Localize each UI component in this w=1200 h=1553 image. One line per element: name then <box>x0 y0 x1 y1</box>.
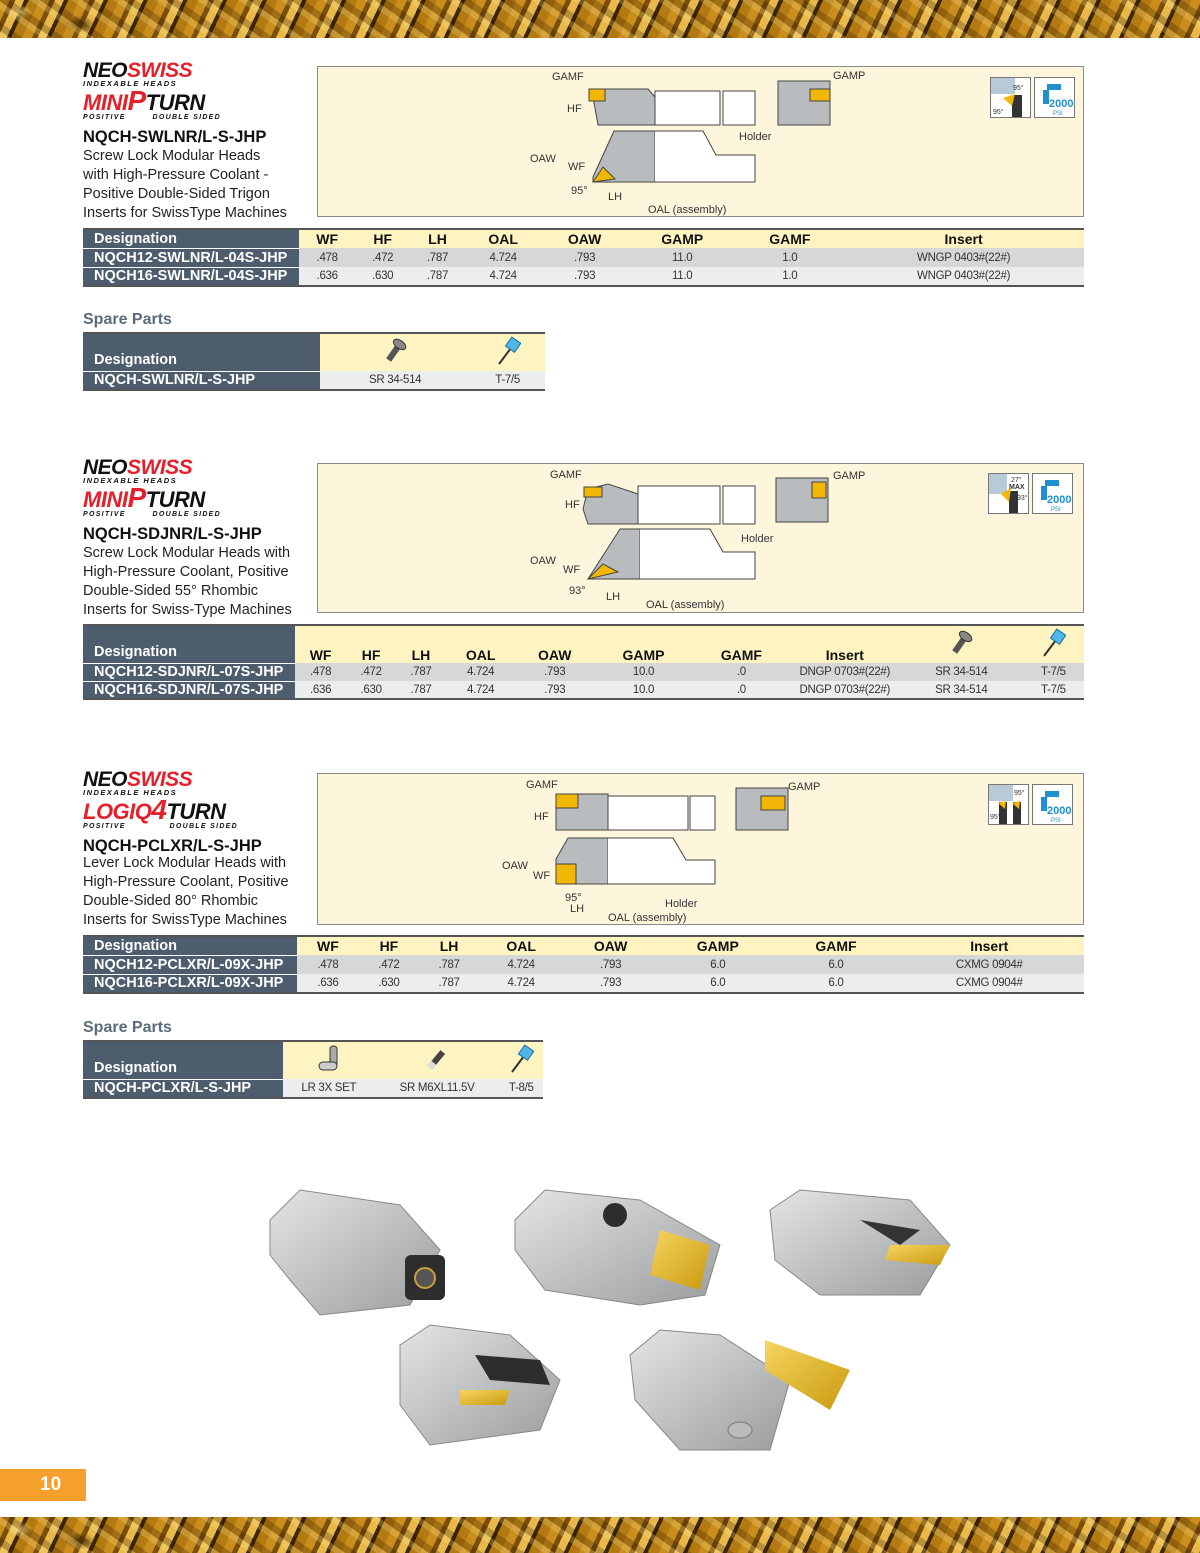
svg-text:OAL (assembly): OAL (assembly) <box>608 912 687 924</box>
svg-text:MAX: MAX <box>1009 484 1025 491</box>
svg-text:Holder: Holder <box>741 533 774 545</box>
svg-text:HF: HF <box>567 103 582 115</box>
svg-text:WF: WF <box>563 564 581 576</box>
svg-text:GAMF: GAMF <box>526 779 558 791</box>
coolant-pressure-icon <box>1034 77 1075 118</box>
coolant-pressure-icon <box>1032 473 1073 514</box>
spec-table: Designation WF HF LH OAL OAW GAMP GAMF Insert NQCH12-SDJNR/L-07S-JHP .478 .472 .787 4.724 .793 10.0 .0 DNGP 0703#(22#) SR 34-514 T-7/5 NQCH16-SDJNR/L-07S-JHP .636 .630 .787 4.724 .793 10.0 .0 DNGP 0703#(22#) SR 34-514 T-7/5 <box>83 624 1084 700</box>
head-1 <box>270 1190 445 1315</box>
spare-parts-section-swlnr <box>83 310 1084 400</box>
torx-key-icon <box>470 333 545 371</box>
approach-angle-icon <box>988 784 1029 825</box>
brand-logo-neoswiss-miniturn: NEOSWISS INDEXABLE HEADS MINIPTURN POSITIVE DOUBLE SIDED <box>83 59 221 121</box>
svg-text:OAL (assembly): OAL (assembly) <box>646 599 725 611</box>
svg-text:PSI: PSI <box>1053 111 1063 117</box>
svg-text:95°: 95° <box>1013 85 1024 92</box>
product-description: Screw Lock Modular Heads with High-Pressure Coolant, Positive Double-Sided 55° Rhombic Inserts for Swiss-Type Machines <box>83 545 292 618</box>
svg-text:OAW: OAW <box>530 153 556 165</box>
product-title: NQCH-PCLXR/L-S-JHP <box>83 837 262 855</box>
spare-parts-table: Designation NQCH-SWLNR/L-S-JHP SR 34-514 T-7/5 <box>83 332 545 391</box>
svg-text:GAMF: GAMF <box>550 469 582 481</box>
screw-icon <box>375 1041 500 1079</box>
svg-text:PSI: PSI <box>1051 507 1061 513</box>
svg-text:95°: 95° <box>990 814 1001 821</box>
svg-text:Holder: Holder <box>665 898 698 910</box>
coolant-pressure-icon <box>1032 784 1073 825</box>
approach-angle-icon <box>988 473 1029 514</box>
screw-icon <box>320 333 470 371</box>
brand-logo-neoswiss-miniturn: NEOSWISS INDEXABLE HEADS MINIPTURN POSITIVE DOUBLE SIDED <box>83 456 221 518</box>
spare-parts-table: Designation NQCH-PCLXR/L-S-JHP LR 3X SET SR M6XL11.5V T-8/5 <box>83 1040 543 1099</box>
product-section-pclxr <box>83 768 1084 1001</box>
table-row: NQCH12-SWLNR/L-04S-JHP .478 .472 .787 4.724 .793 11.0 1.0 WNGP 0403#(22#) <box>83 248 1084 267</box>
svg-text:95°: 95° <box>571 185 588 197</box>
head-3 <box>770 1190 950 1295</box>
dimension-diagram <box>317 773 1084 925</box>
screw-icon <box>900 625 1023 663</box>
spare-parts-title: Spare Parts <box>83 1019 172 1036</box>
page-number: 10 <box>0 1469 86 1501</box>
spare-parts-title: Spare Parts <box>83 311 172 328</box>
svg-text:GAMF: GAMF <box>552 71 584 83</box>
spec-table: Designation WF HF LH OAL OAW GAMP GAMF Insert NQCH12-PCLXR/L-09X-JHP .478 .472 .787 4.724 .793 6.0 6.0 CXMG 0904# NQCH16-PCLXR/L-09X-JHP .636 .630 .787 4.724 .793 6.0 6.0 CXMG 0904# <box>83 935 1084 994</box>
svg-text:2000: 2000 <box>1047 494 1072 506</box>
svg-text:LH: LH <box>608 191 623 203</box>
svg-text:WF: WF <box>533 870 551 882</box>
dimension-diagram <box>317 66 1084 217</box>
product-photo-modular-heads <box>260 1160 960 1460</box>
svg-text:95°: 95° <box>565 892 582 904</box>
table-row: NQCH-PCLXR/L-S-JHP LR 3X SET SR M6XL11.5V T-8/5 <box>83 1079 543 1098</box>
svg-text:GAMP: GAMP <box>788 781 821 793</box>
svg-text:GAMP: GAMP <box>833 70 866 82</box>
svg-text:27°: 27° <box>1011 477 1022 484</box>
top-gold-banner <box>0 0 1200 38</box>
dimension-diagram <box>317 463 1084 613</box>
svg-text:2000: 2000 <box>1047 805 1072 817</box>
svg-text:Holder: Holder <box>739 131 772 143</box>
head-2 <box>515 1190 720 1305</box>
head-5 <box>630 1330 850 1450</box>
torx-key-icon <box>1023 625 1084 663</box>
product-title: NQCH-SDJNR/L-S-JHP <box>83 525 262 543</box>
table-row: NQCH16-SWLNR/L-04S-JHP .636 .630 .787 4.724 .793 11.0 1.0 WNGP 0403#(22#) <box>83 267 1084 286</box>
brand-logo-neoswiss-logiq4turn: NEOSWISS INDEXABLE HEADS LOGIQ4TURN POSITIVE DOUBLE SIDED <box>83 768 238 830</box>
svg-text:2000: 2000 <box>1049 98 1074 110</box>
svg-text:93°: 93° <box>1017 495 1028 502</box>
svg-text:95°: 95° <box>993 109 1004 116</box>
table-row: NQCH16-PCLXR/L-09X-JHP .636 .630 .787 4.724 .793 6.0 6.0 CXMG 0904# <box>83 974 1084 993</box>
svg-text:GAMP: GAMP <box>833 470 866 482</box>
product-description: Screw Lock Modular Heads with High-Pressure Coolant - Positive Double-Sided Trigon Inserts for SwissType Machines <box>83 148 287 221</box>
table-row: NQCH12-PCLXR/L-09X-JHP .478 .472 .787 4.724 .793 6.0 6.0 CXMG 0904# <box>83 955 1084 974</box>
svg-text:WF: WF <box>568 161 586 173</box>
svg-text:HF: HF <box>534 811 549 823</box>
approach-angle-icon <box>990 77 1031 118</box>
table-row: NQCH16-SDJNR/L-07S-JHP .636 .630 .787 4.724 .793 10.0 .0 DNGP 0703#(22#) SR 34-514 T-7/5 <box>83 681 1084 699</box>
spare-parts-section-pclxr <box>83 1018 1084 1103</box>
bottom-gold-banner <box>0 1517 1200 1553</box>
torx-key-icon <box>500 1041 543 1079</box>
svg-text:93°: 93° <box>569 585 586 597</box>
table-row: NQCH-SWLNR/L-S-JHP SR 34-514 T-7/5 <box>83 371 545 390</box>
svg-text:LH: LH <box>570 903 585 915</box>
svg-text:OAW: OAW <box>502 860 528 872</box>
svg-text:HF: HF <box>565 499 580 511</box>
product-section-sdjnr <box>83 456 1084 709</box>
svg-text:PSI: PSI <box>1051 818 1061 824</box>
lever-icon <box>283 1041 375 1079</box>
product-title: NQCH-SWLNR/L-S-JHP <box>83 128 267 146</box>
svg-text:OAW: OAW <box>530 555 556 567</box>
svg-text:LH: LH <box>606 591 621 603</box>
svg-text:OAL (assembly): OAL (assembly) <box>648 204 727 216</box>
spec-table: Designation WF HF LH OAL OAW GAMP GAMF Insert NQCH12-SWLNR/L-04S-JHP .478 .472 .787 4.724 .793 11.0 1.0 WNGP 0403#(22#) NQCH16-SWLNR/L-04S-JHP .636 .630 .787 4.724 .793 11.0 1.0 WNGP 0403#(22#) <box>83 228 1084 287</box>
head-4 <box>400 1325 560 1445</box>
table-row: NQCH12-SDJNR/L-07S-JHP .478 .472 .787 4.724 .793 10.0 .0 DNGP 0703#(22#) SR 34-514 T-7/5 <box>83 663 1084 681</box>
product-section-swlnr <box>83 59 1084 292</box>
svg-text:95°: 95° <box>1014 790 1025 797</box>
product-description: Lever Lock Modular Heads with High-Pressure Coolant, Positive Double-Sided 80° Rhombic Inserts for SwissType Machines <box>83 855 289 928</box>
